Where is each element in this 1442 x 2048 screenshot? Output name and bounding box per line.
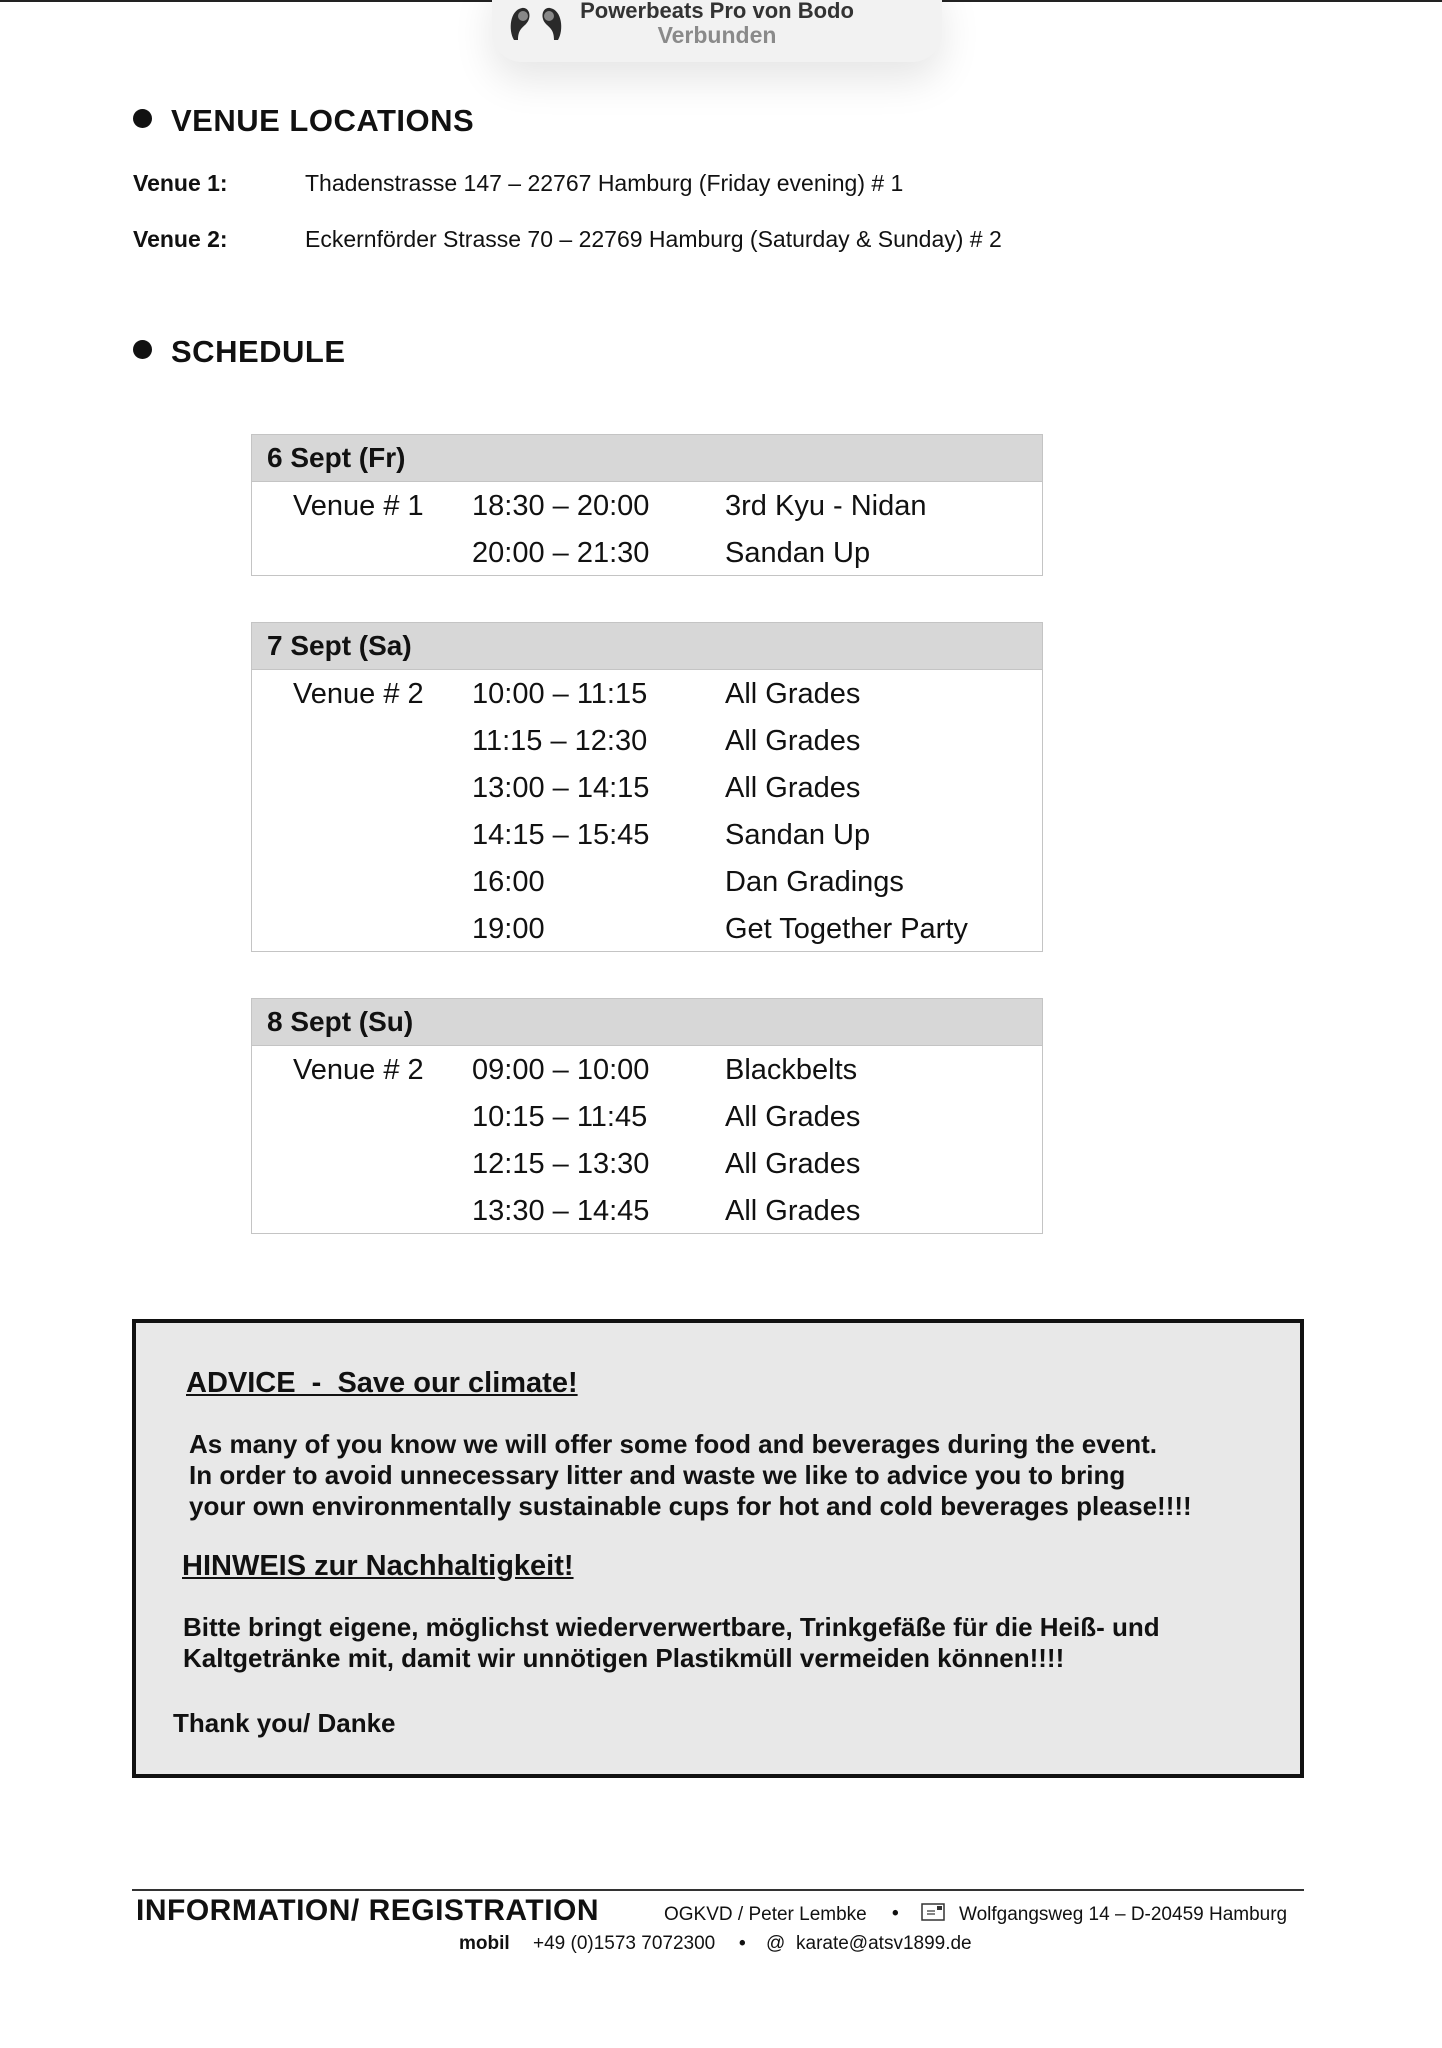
slot-event: Sandan Up [725,819,871,851]
slot-time: 19:00 [472,913,545,945]
day-title: 7 Sept (Sa) [252,623,1042,670]
slot-event: All Grades [725,772,861,804]
slot-event: All Grades [725,678,861,710]
schedule-slot [252,906,1042,953]
slot-event: All Grades [725,1148,861,1180]
advice-box [132,1319,1304,1778]
footer-divider [132,1889,1304,1891]
hinweis-line: Bitte bringt eigene, möglichst wiederverwertbare, Trinkgefäße für die Heiß- und [183,1612,1160,1642]
schedule-slot [252,1047,1042,1094]
separator-dot: • [892,1903,899,1924]
slot-event: All Grades [725,725,861,757]
slot-time: 12:15 – 13:30 [472,1148,650,1180]
day-title: 6 Sept (Fr) [252,435,1042,482]
schedule-slot [252,671,1042,718]
schedule-day-table [251,998,1043,1234]
venue-address: Thadenstrasse 147 – 22767 Hamburg (Friday evening) # 1 [305,170,904,196]
footer-title: INFORMATION/ REGISTRATION [136,1894,600,1927]
bullet-icon [133,340,152,359]
audio-connection-status: Verbunden [657,22,777,48]
phone-number[interactable]: +49 (0)1573 7072300 [533,1933,716,1954]
slot-event: All Grades [725,1101,861,1133]
schedule-day-table [251,622,1043,952]
slot-event: Blackbelts [725,1054,858,1086]
footer-organization: OGKVD / Peter Lembke [664,1904,867,1925]
footer-contact-line [136,1894,1304,1934]
schedule-slot [252,765,1042,812]
venue-locations-heading [133,103,474,139]
day-title: 8 Sept (Su) [252,999,1042,1046]
slot-time: 20:00 – 21:30 [472,537,650,569]
slot-time: 09:00 – 10:00 [472,1054,650,1086]
slot-venue: Venue # 2 [293,678,424,710]
hinweis-text [183,1612,1160,1674]
hinweis-line: Kaltgetränke mit, damit wir unnötigen Plastikmüll vermeiden können!!!! [183,1643,1065,1673]
schedule-slot [252,1141,1042,1188]
schedule-slot [252,1094,1042,1141]
venue-locations-heading-text: VENUE LOCATIONS [171,103,475,138]
schedule-slot [252,718,1042,765]
schedule-slot [252,483,1042,530]
slot-time: 11:15 – 12:30 [472,725,648,757]
slot-event: All Grades [725,1195,861,1227]
schedule-heading [133,334,346,370]
audio-device-banner[interactable] [492,0,942,62]
phone-label: mobil [459,1933,510,1954]
schedule-slot [252,1188,1042,1235]
schedule-slot [252,530,1042,577]
slot-event: Get Together Party [725,913,968,945]
slot-time: 13:00 – 14:15 [472,772,650,804]
slot-venue: Venue # 2 [293,1054,424,1086]
advice-line: In order to avoid unnecessary litter and waste we like to advice you to bring [189,1460,1126,1490]
separator-dot: • [739,1933,746,1954]
schedule-heading-text: SCHEDULE [171,334,346,369]
slot-event: Sandan Up [725,537,871,569]
letter-icon [921,1903,945,1921]
advice-line: your own environmentally sustainable cups for hot and cold beverages please!!!! [189,1491,1192,1521]
hinweis-title: HINWEIS zur Nachhaltigkeit! [182,1550,574,1582]
slot-event: 3rd Kyu - Nidan [725,490,927,522]
at-icon: @ [766,1933,786,1954]
email-link[interactable]: karate@atsv1899.de [796,1933,972,1954]
venue-label: Venue 2: [133,226,228,252]
thanks-text: Thank you/ Danke [173,1708,396,1738]
slot-time: 10:15 – 11:45 [472,1101,648,1133]
footer-address: Wolfgangsweg 14 – D-20459 Hamburg [959,1904,1288,1925]
venue-address: Eckernförder Strasse 70 – 22769 Hamburg (Saturday & Sunday) # 2 [305,226,1002,252]
slot-time: 13:30 – 14:45 [472,1195,650,1227]
audio-device-name: Powerbeats Pro von Bodo [580,0,854,23]
slot-venue: Venue # 1 [293,490,424,522]
schedule-slot [252,812,1042,859]
advice-text [189,1429,1192,1522]
slot-event: Dan Gradings [725,866,904,898]
slot-time: 10:00 – 11:15 [472,678,648,710]
venue-label: Venue 1: [133,170,228,196]
slot-time: 16:00 [472,866,545,898]
slot-time: 14:15 – 15:45 [472,819,650,851]
schedule-day-table [251,434,1043,576]
schedule-slot [252,859,1042,906]
advice-title: ADVICE - Save our climate! [186,1367,578,1399]
advice-line: As many of you know we will offer some food and beverages during the event. [189,1429,1157,1459]
bullet-icon [133,109,152,128]
slot-time: 18:30 – 20:00 [472,490,650,522]
